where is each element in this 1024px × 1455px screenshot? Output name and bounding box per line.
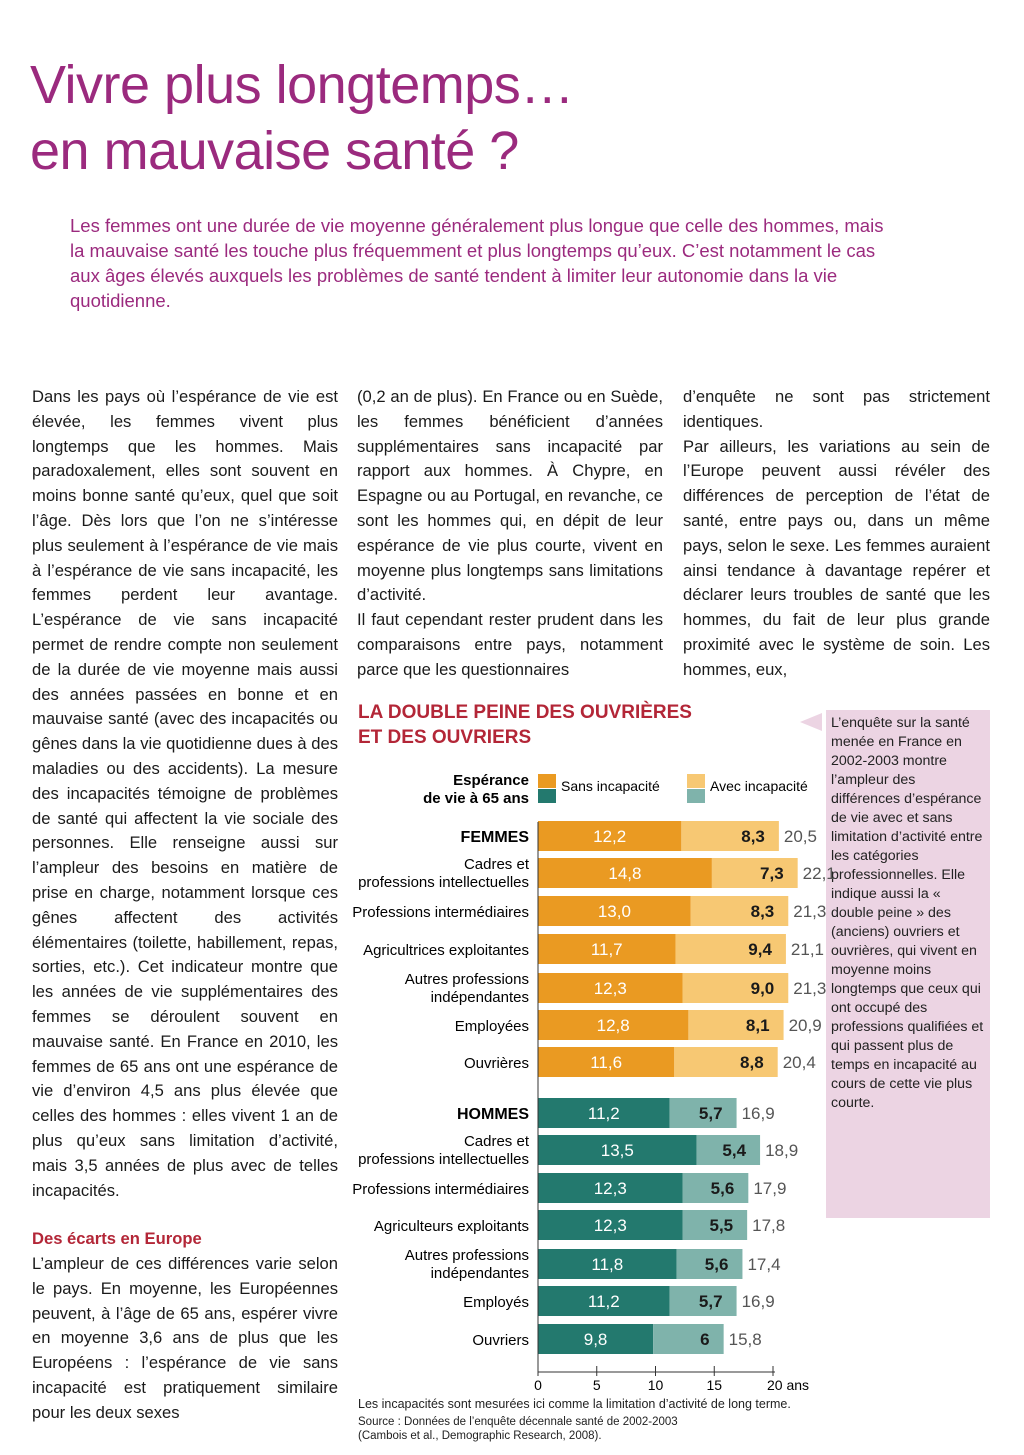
intro-paragraph: Les femmes ont une durée de vie moyenne généralement plus longue que celle des hommes, mais la mauvaise santé les touche plus fréquemment et plus longtemps qu’eux. C’est notamment le cas aux âges élevés auxquels les problèmes de santé tendent à limiter leur autonomie dans la vie quotidienne. <box>70 215 884 311</box>
chart-title-line-1: LA DOUBLE PEINE DES OUVRIÈRES <box>358 702 692 723</box>
axis-title: de vie à 65 ans <box>423 790 529 807</box>
bar-avec-incapacite <box>653 1324 724 1354</box>
bar-value-avec: 5,7 <box>698 1292 723 1311</box>
article-paragraph: Il faut cependant rester prudent dans les comparaisons entre pays, notamment parce que les questionnaires <box>357 610 663 679</box>
article-paragraph: d’enquête ne sont pas strictement identiques. <box>683 387 990 431</box>
category-label: Professions intermédiaires <box>352 1181 529 1198</box>
x-tick-label: 15 <box>706 1377 723 1393</box>
article-paragraph: Par ailleurs, les variations au sein de l’Europe peuvent aussi révéler des différences de perception de l’état de santé, entre pays ou, dans un même pays, selon le sexe. Les femmes auraient ainsi tendance à davantage repérer et déclarer leurs troubles de santé que les hommes, du fait de leur plus grande proximité avec le système de soin. Les hommes, eux, <box>683 436 990 679</box>
bar-total-label: 17,9 <box>753 1179 787 1198</box>
legend-label-sans: Sans incapacité <box>561 778 660 794</box>
chart-title-line-2: ET DES OUVRIERS <box>358 727 532 748</box>
bar-total-label: 20,5 <box>783 827 817 846</box>
x-tick-label: 20 ans <box>767 1377 810 1393</box>
bar-value-sans: 12,3 <box>593 979 627 998</box>
article-paragraph: (0,2 an de plus). En France ou en Suède, les femmes bénéficient d’années supplémentaires sans incapacité par rapport aux hommes. À Chypre, en Espagne ou au Portugal, en revanche, ce sont les hommes qui, en dépit de leur espérance de vie plus courte, vivent en moyenne plus longtemps sans limitations d’activité. <box>357 387 663 605</box>
category-label: indépendantes <box>430 989 529 1006</box>
bar-value-sans: 11,7 <box>590 940 623 959</box>
bar-value-sans: 9,8 <box>583 1330 608 1349</box>
category-label: Ouvrières <box>463 1055 529 1072</box>
group-label: HOMMES <box>457 1106 529 1123</box>
bar-value-sans: 12,2 <box>593 827 627 846</box>
article-paragraph: L’ampleur de ces différences varie selon le pays. En moyenne, les Européennes peuvent, à l’âge de 65 ans, espérer vivre en moyenne 3,6 ans de plus que les Européens : l’espérance de vie sans incapacité est pratiquement similaire pour les deux sexes <box>32 1254 338 1422</box>
bar-value-sans: 11,2 <box>587 1292 620 1311</box>
bar-total-label: 18,9 <box>765 1141 799 1160</box>
bar-value-sans: 14,8 <box>608 864 642 883</box>
bar-value-sans: 12,8 <box>596 1016 630 1035</box>
category-label: Ouvriers <box>472 1332 529 1349</box>
title-line-2: en mauvaise santé ? <box>30 121 519 181</box>
bar-value-avec: 5,5 <box>709 1216 734 1235</box>
bar-total-label: 20,9 <box>788 1016 822 1035</box>
x-tick-label: 5 <box>592 1377 601 1393</box>
bar-value-sans: 12,3 <box>593 1179 627 1198</box>
bar-total-label: 22,1 <box>802 864 836 883</box>
bar-value-avec: 5,4 <box>722 1141 747 1160</box>
bar-value-avec: 8,3 <box>741 827 765 846</box>
section-heading: Des écarts en Europe <box>32 1229 202 1249</box>
bar-value-avec: 9,4 <box>748 940 772 959</box>
chart-source-line-1: Source : Données de l’enquête décennale santé de 2002-2003 <box>358 1416 678 1428</box>
bar-total-label: 20,4 <box>782 1053 816 1072</box>
bar-value-sans: 13,0 <box>597 902 631 921</box>
bar-value-avec: 5,7 <box>698 1104 723 1123</box>
bar-value-sans: 11,6 <box>590 1053 623 1072</box>
category-label: professions intellectuelles <box>358 1151 529 1168</box>
bar-total-label: 21,3 <box>793 979 827 998</box>
chart-note: Les incapacités sont mesurées ici comme la limitation d’activité de long terme. <box>358 1397 791 1411</box>
bar-value-sans: 11,8 <box>591 1255 624 1274</box>
chart-notes <box>358 1397 798 1443</box>
title-line-1: Vivre plus longtemps… <box>30 55 574 115</box>
bar-value-avec: 5,6 <box>704 1255 729 1274</box>
bar-value-sans: 13,5 <box>600 1141 634 1160</box>
x-tick-label: 0 <box>534 1377 542 1393</box>
bar-total-label: 17,8 <box>752 1216 786 1235</box>
chart-source-line-2: (Cambois et al., Demographic Research, 2008). <box>358 1430 602 1442</box>
legend-swatch-femmes-sans <box>538 774 556 788</box>
category-label: Cadres et <box>463 1133 529 1150</box>
bar-total-label: 21,3 <box>793 902 827 921</box>
category-label: Employées <box>454 1018 529 1035</box>
bar-value-avec: 5,6 <box>710 1179 735 1198</box>
category-label: Professions intermédiaires <box>352 904 529 921</box>
bar-value-avec: 8,8 <box>740 1053 764 1072</box>
bar-total-label: 21,1 <box>790 940 825 959</box>
category-label: Autres professions <box>404 971 529 988</box>
category-label: Agriculteurs exploitants <box>373 1218 529 1235</box>
legend-swatch-hommes-sans <box>538 789 556 803</box>
bar-avec-incapacite <box>712 858 798 888</box>
bar-total-label: 17,4 <box>747 1255 781 1274</box>
x-tick-label: 10 <box>647 1377 664 1393</box>
article-paragraph: Dans les pays où l’espérance de vie est élevée, les femmes vivent plus longtemps que les hommes. Mais paradoxalement, elles sont souvent en moins bonne santé qu’eux, quel que soit l’âge. Dès lors que l’on ne s’intéresse plus seulement à l’espérance de vie mais à l’espérance de vie sans incapacité, les femmes perdent leur avantage. L’espérance de vie sans incapacité permet de rendre compte non seulement de la durée de vie moyenne mais aussi des années passées en bonne et en mauvaise santé (avec des incapacités ou gênes dans la vie quotidienne dues à des maladies ou des accidents). La mesure des incapacités témoigne de problèmes de santé qui affectent la vie sociale des personnes. Elle renseigne aussi sur l’ampleur des besoins en matière de prise en charge, notamment lorsque ces gênes affectent des activités élémentaires (toilette, habillement, repas, sorties, etc.). Cet indicateur montre que les années de vie supplémentaires des femmes se déroulent souvent en mauvaise santé. En France en 2010, les femmes de 65 ans ont une espérance de vie d’environ 4,5 ans plus élevée que celles des hommes : elles vivent 1 an de plus qu’eux sans limitation d’activité, mais 3,5 années de plus avec de telles incapacités. <box>32 387 338 1200</box>
category-label: indépendantes <box>430 1265 529 1282</box>
legend-swatch-hommes-avec <box>687 789 705 803</box>
bar-value-avec: 7,3 <box>760 864 784 883</box>
sidebox-note: L’enquête sur la santé menée en France en 2002-2003 montre l’ampleur des différences d’espérance de vie avec et sans limitation d’activité entre les catégories professionnelles. Elle indique aussi la « double peine » des (anciens) ouvriers et ouvrières, qui vivent en moyenne moins longtemps que ceux qui ont occupé des professions qualifiées et qui passent plus de temps en incapacité au cours de cette vie plus courte. <box>826 710 990 1218</box>
legend-swatch-femmes-avec <box>687 774 705 788</box>
category-label: professions intellectuelles <box>358 874 529 891</box>
category-label: Autres professions <box>404 1247 529 1264</box>
bar-total-label: 16,9 <box>741 1104 775 1123</box>
category-label: Employés <box>463 1294 529 1311</box>
bar-value-sans: 11,2 <box>587 1104 620 1123</box>
bar-value-avec: 8,1 <box>745 1016 770 1035</box>
bar-value-sans: 12,3 <box>593 1216 627 1235</box>
group-label: FEMMES <box>460 829 529 846</box>
bar-value-avec: 9,0 <box>750 979 775 998</box>
axis-title: Espérance <box>453 772 529 789</box>
legend-label-avec: Avec incapacité <box>710 778 808 794</box>
bar-total-label: 16,9 <box>741 1292 775 1311</box>
bar-total-label: 15,8 <box>728 1330 762 1349</box>
category-label: Cadres et <box>463 856 529 873</box>
category-label: Agricultrices exploitantes <box>363 942 529 959</box>
bar-value-avec: 6 <box>700 1330 710 1349</box>
bar-value-avec: 8,3 <box>750 902 775 921</box>
